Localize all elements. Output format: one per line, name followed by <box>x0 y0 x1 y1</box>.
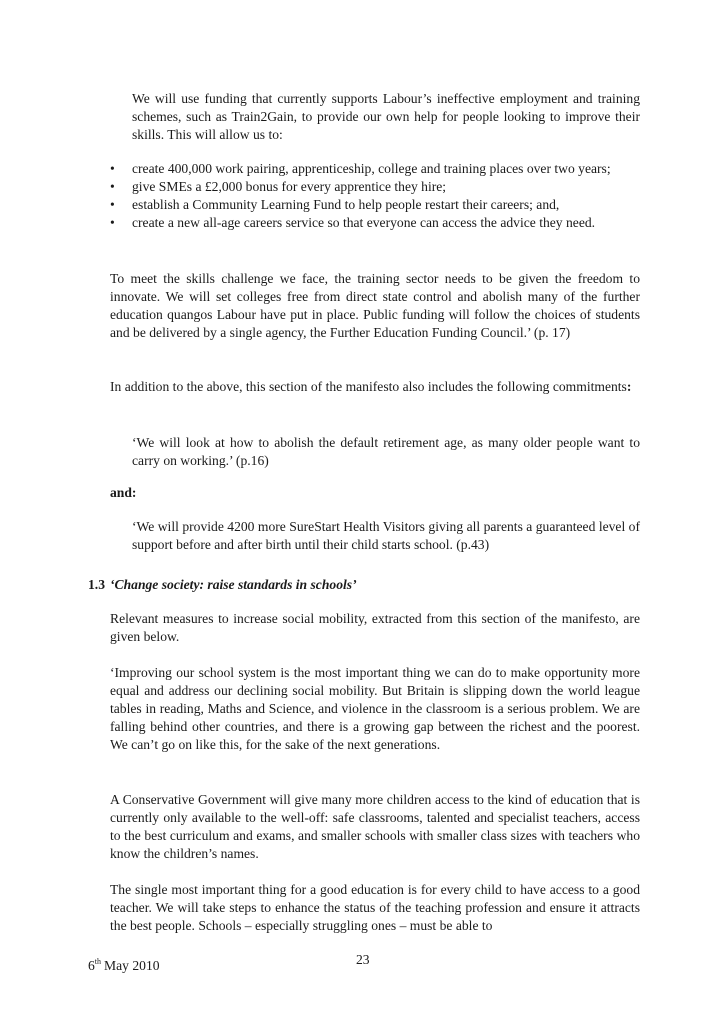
bullet-icon: • <box>110 179 115 194</box>
and-label: and: <box>110 485 137 500</box>
paragraph-relevant-measures: Relevant measures to increase social mobility, extracted from this section of the manifesto, are given below. <box>110 611 640 644</box>
page-number: 23 <box>356 952 370 967</box>
quote-surestart: ‘We will provide 4200 more SureStart Health Visitors giving all parents a guaranteed level of support before and after birth until their child starts school. (p.43) <box>132 519 640 552</box>
section-title: ‘Change society: raise standards in schools’ <box>110 577 357 592</box>
paragraph-conservative-government: A Conservative Government will give many more children access to the kind of education that is currently only available to the well-off: safe classrooms, talented and specialist teachers, access to the best curriculum and exams, and smaller schools with smaller class sizes with teachers who know the children’s names. <box>110 792 640 861</box>
bullet-icon: • <box>110 161 115 176</box>
paragraph-commitments: In addition to the above, this section of the manifesto also includes the following commitments: <box>110 379 632 394</box>
bullet-icon: • <box>110 197 115 212</box>
bullet-list <box>0 160 640 232</box>
footer-date: 6th May 2010 <box>88 957 160 973</box>
list-item: • create a new all-age careers service so that everyone can access the advice they need. <box>110 215 596 230</box>
paragraph-school-system: ‘Improving our school system is the most important thing we can do to make opportunity more equal and address our declining social mobility. But Britain is slipping down the world league tables in reading, Maths and Science, and violence in the classroom is a serious problem. We are falling behind other countries, and there is a growing gap between the richest and the poorest. We can’t go on like this, for the sake of the next generations. <box>110 665 640 752</box>
list-item: • give SMEs a £2,000 bonus for every apprentice they hire; <box>110 179 447 194</box>
list-item: • create 400,000 work pairing, apprenticeship, college and training places over two years; <box>110 161 611 176</box>
bullet-icon: • <box>110 215 115 230</box>
section-number: 1.3 <box>88 577 105 592</box>
section-heading <box>88 576 357 594</box>
paragraph-funding: We will use funding that currently supports Labour’s ineffective employment and training schemes, such as Train2Gain, to provide our own help for people looking to improve their skills. This will allow us to: <box>132 91 640 142</box>
paragraph-skills-challenge: To meet the skills challenge we face, the training sector needs to be given the freedom to innovate. We will set colleges free from direct state control and abolish many of the further education quangos Labour have put in place. Public funding will follow the choices of students and be delivered by a single agency, the Further Education Funding Council.’ (p. 17) <box>110 271 640 340</box>
quote-retirement-age: ‘We will look at how to abolish the default retirement age, as many older people want to carry on working.’ (p.16) <box>132 435 640 468</box>
paragraph-good-teacher: The single most important thing for a good education is for every child to have access to a good teacher. We will take steps to enhance the status of the teaching profession and ensure it attracts the best people. Schools – especially struggling ones – must be able to <box>110 882 640 933</box>
list-item: • establish a Community Learning Fund to help people restart their careers; and, <box>110 197 560 212</box>
